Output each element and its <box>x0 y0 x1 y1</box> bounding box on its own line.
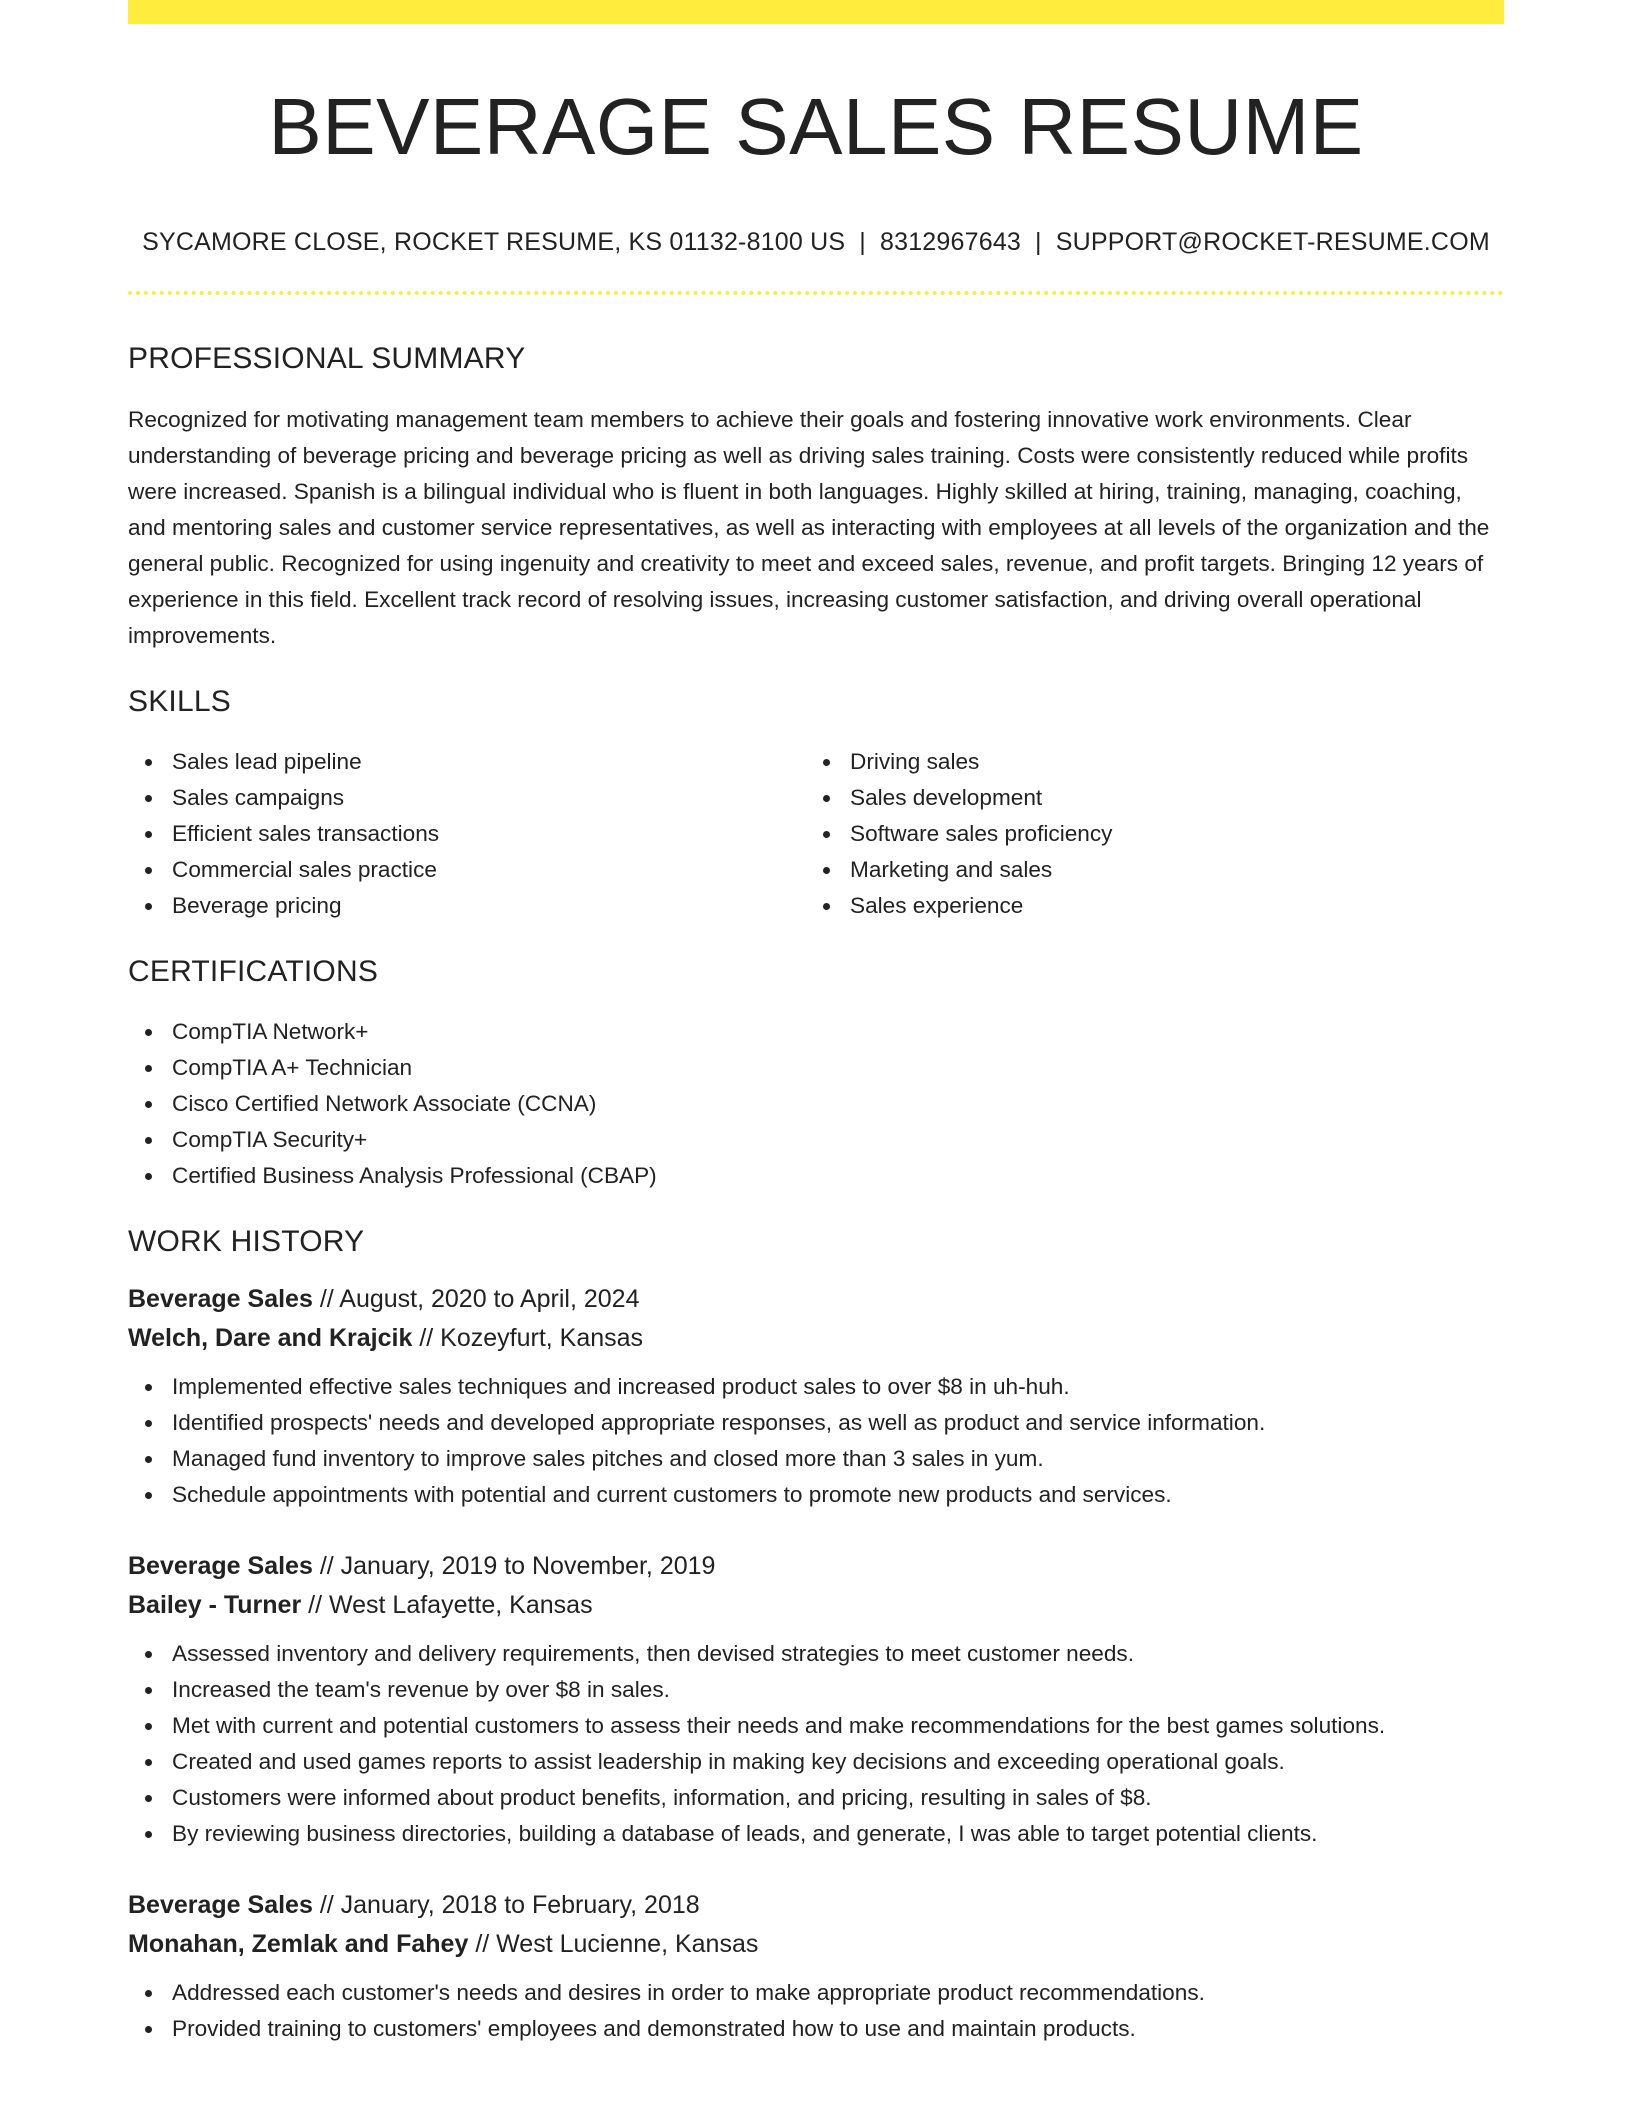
job-location: // Kozeyfurt, Kansas <box>419 1324 644 1352</box>
job-company-line <box>128 1586 1504 1625</box>
job-bullets <box>128 1975 1504 2047</box>
certifications-heading: CERTIFICATIONS <box>128 955 379 988</box>
job-bullet: Met with current and potential customers to assess their needs and make recommendations for the best games solutions. <box>128 1708 1504 1744</box>
job-company: Monahan, Zemlak and Fahey <box>128 1930 469 1958</box>
job-location: // West Lucienne, Kansas <box>475 1930 759 1958</box>
skill-item: Sales development <box>806 780 1484 816</box>
skill-item: Sales campaigns <box>128 780 806 816</box>
job-bullets <box>128 1369 1504 1513</box>
job-entry <box>128 1280 1504 1513</box>
job-bullets <box>128 1636 1504 1852</box>
job-bullet: Identified prospects' needs and developed appropriate responses, as well as product and service information. <box>128 1405 1504 1441</box>
job-bullet: Customers were informed about product benefits, information, and pricing, resulting in sales of $8. <box>128 1780 1504 1816</box>
skills-left-list <box>128 744 806 924</box>
job-company-line <box>128 1925 1504 1964</box>
accent-bar <box>128 0 1504 24</box>
certification-item: Certified Business Analysis Professional (CBAP) <box>128 1158 1504 1194</box>
job-dates: // August, 2020 to April, 2024 <box>319 1285 640 1313</box>
job-bullet: Implemented effective sales techniques and increased product sales to over $8 in uh-huh. <box>128 1369 1504 1405</box>
job-bullet: Increased the team's revenue by over $8 in sales. <box>128 1672 1504 1708</box>
certification-item: CompTIA Security+ <box>128 1122 1504 1158</box>
skill-item: Marketing and sales <box>806 852 1484 888</box>
job-company: Bailey - Turner <box>128 1591 302 1619</box>
certifications-list <box>128 1014 1504 1194</box>
job-company: Welch, Dare and Krajcik <box>128 1324 413 1352</box>
contact-address: SYCAMORE CLOSE, ROCKET RESUME, KS 01132-8100 US <box>142 228 846 256</box>
job-title: Beverage Sales <box>128 1891 313 1919</box>
certification-item: CompTIA Network+ <box>128 1014 1504 1050</box>
job-bullet: Addressed each customer's needs and desires in order to make appropriate product recommendations. <box>128 1975 1504 2011</box>
contact-email: SUPPORT@ROCKET-RESUME.COM <box>1055 228 1490 256</box>
summary-heading: PROFESSIONAL SUMMARY <box>128 342 526 375</box>
job-title-line <box>128 1280 1504 1319</box>
skill-item: Beverage pricing <box>128 888 806 924</box>
skill-item: Sales experience <box>806 888 1484 924</box>
job-bullet: Provided training to customers' employees and demonstrated how to use and maintain products. <box>128 2011 1504 2047</box>
skill-item: Sales lead pipeline <box>128 744 806 780</box>
resume-page <box>128 0 1504 2047</box>
dotted-divider <box>128 291 1504 295</box>
job-title: Beverage Sales <box>128 1552 313 1580</box>
contact-line <box>128 227 1504 257</box>
skills-right-list <box>806 744 1484 924</box>
job-bullet: Managed fund inventory to improve sales pitches and closed more than 3 sales in yum. <box>128 1441 1504 1477</box>
job-title-line <box>128 1886 1504 1925</box>
contact-separator: | <box>1035 228 1042 256</box>
job-title: Beverage Sales <box>128 1285 313 1313</box>
job-bullet: Schedule appointments with potential and current customers to promote new products and services. <box>128 1477 1504 1513</box>
summary-text: Recognized for motivating management team members to achieve their goals and fostering innovative work environments. Clear understanding of beverage pricing and beverage pricing as well as driving sales training. Costs were consistently reduced while profits were increased. Spanish is a bilingual individual who is fluent in both languages. Highly skilled at hiring, training, managing, coaching, and mentoring sales and customer service representatives, as well as interacting with employees at all levels of the organization and the general public. Recognized for using ingenuity and creativity to meet and exceed sales, revenue, and profit targets. Bringing 12 years of experience in this field. Excellent track record of resolving issues, increasing customer satisfaction, and driving overall operational improvements. <box>128 407 1490 648</box>
certification-item: Cisco Certified Network Associate (CCNA) <box>128 1086 1504 1122</box>
work-history-heading: WORK HISTORY <box>128 1225 365 1258</box>
job-location: // West Lafayette, Kansas <box>308 1591 593 1619</box>
job-dates: // January, 2018 to February, 2018 <box>319 1891 700 1919</box>
skills-heading: SKILLS <box>128 685 231 718</box>
job-bullet: Assessed inventory and delivery requirements, then devised strategies to meet customer needs. <box>128 1636 1504 1672</box>
resume-title: BEVERAGE SALES RESUME <box>268 82 1364 171</box>
job-entry <box>128 1547 1504 1852</box>
skill-item: Commercial sales practice <box>128 852 806 888</box>
contact-phone: 8312967643 <box>879 228 1022 256</box>
skill-item: Driving sales <box>806 744 1484 780</box>
skills-columns <box>128 744 1504 924</box>
certification-item: CompTIA A+ Technician <box>128 1050 1504 1086</box>
skill-item: Efficient sales transactions <box>128 816 806 852</box>
contact-separator: | <box>859 228 866 256</box>
job-bullet: Created and used games reports to assist leadership in making key decisions and exceeding operational goals. <box>128 1744 1504 1780</box>
job-bullet: By reviewing business directories, building a database of leads, and generate, I was able to target potential clients. <box>128 1816 1504 1852</box>
skill-item: Software sales proficiency <box>806 816 1484 852</box>
job-dates: // January, 2019 to November, 2019 <box>319 1552 716 1580</box>
job-entry <box>128 1886 1504 2047</box>
job-title-line <box>128 1547 1504 1586</box>
job-company-line <box>128 1319 1504 1358</box>
